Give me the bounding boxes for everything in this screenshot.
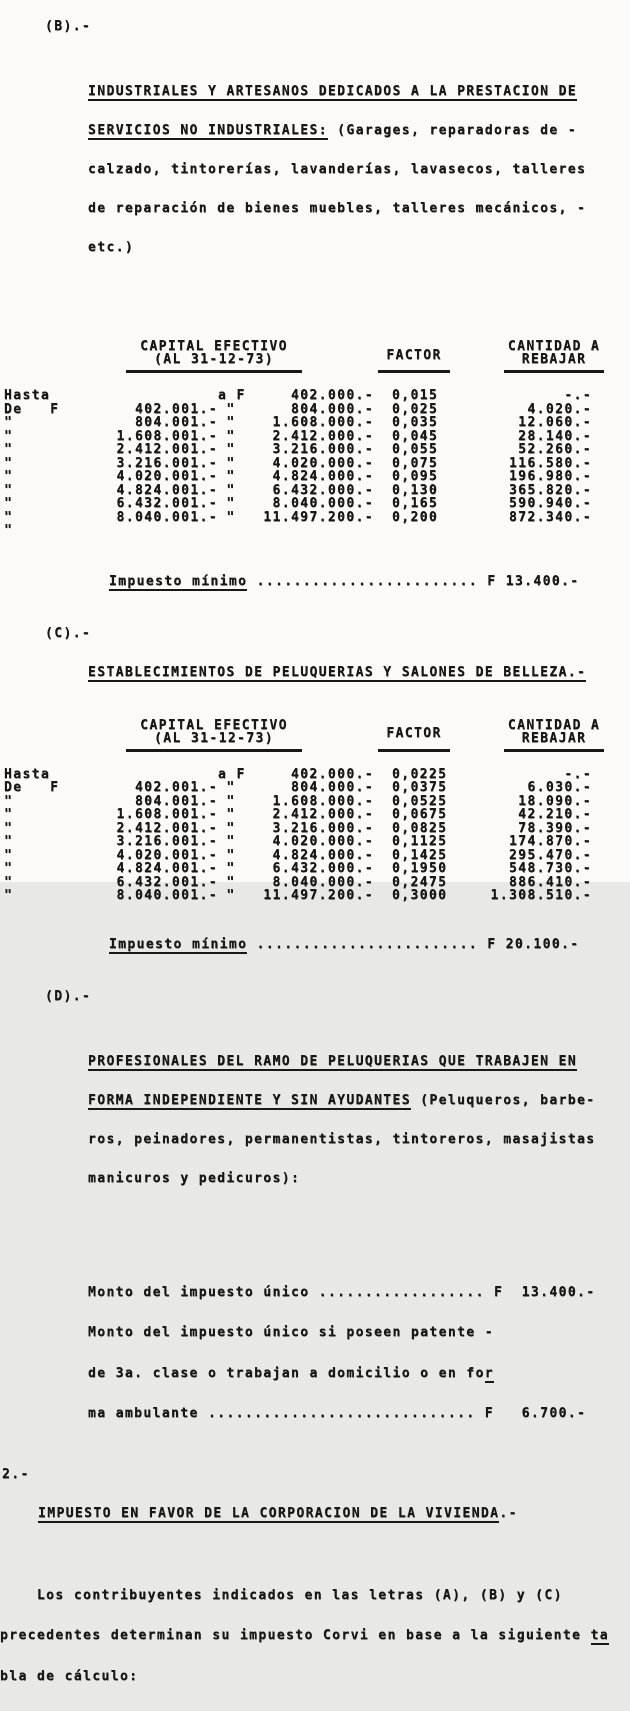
table-b-min-tax-line: [72, 562, 630, 601]
row-factor: 0,2475: [392, 874, 448, 890]
row-ditto-mark: ": [226, 807, 236, 822]
row-amount-rebajar: 4.020.-: [527, 401, 592, 417]
row-ditto-mark: ": [226, 861, 236, 876]
row-lower-bound: 4.824.001.-: [116, 482, 218, 498]
row-amount-rebajar: 872.340.-: [508, 509, 592, 525]
row-range-label: ": [4, 807, 14, 822]
section-d-heading: [0, 990, 630, 1237]
paragraph-line2: precedentes determinan su impuesto Corvi en base a la siguiente ta: [0, 1628, 609, 1643]
closing-paragraph: [0, 1562, 630, 1711]
row-upper-bound: 402.000.-: [290, 388, 374, 403]
row-lower-bound: 2.412.001.-: [116, 442, 218, 457]
section-b-text: [88, 59, 630, 280]
row-lower-bound: 6.432.001.-: [116, 496, 218, 511]
row-upper-bound: 4.020.000.-: [272, 455, 374, 471]
section-d-text: [88, 1029, 630, 1211]
row-ditto-mark: ": [226, 482, 236, 498]
monto-line1: Monto del impuesto único .................. F 13.400.-: [88, 1284, 596, 1300]
table-b-header-capital: CAPITAL EFECTIVO (AL 31-12-73): [126, 340, 302, 373]
row-factor: 0,045: [392, 428, 439, 444]
table-b-header-factor: FACTOR: [378, 340, 450, 373]
table-row: [0, 889, 630, 903]
table-row: [0, 822, 630, 836]
min-tax-amount: ........................ F 20.100.-: [247, 936, 580, 952]
row-upper-bound: 11.497.200.-: [263, 888, 374, 903]
section-c-heading: [0, 627, 630, 705]
row-ditto-mark: ": [226, 442, 236, 457]
table-row: [0, 876, 630, 890]
section-d-title-line2: FORMA INDEPENDIENTE Y SIN AYUDANTES (Peluqueros, barbe-: [88, 1092, 596, 1108]
row-amount-rebajar: 42.210.-: [518, 807, 592, 822]
row-factor: 0,055: [392, 442, 439, 457]
row-factor: 0,1125: [392, 834, 448, 849]
row-amount-rebajar: 174.870.-: [508, 834, 592, 849]
table-row: [0, 389, 630, 403]
row-range-label: ": [4, 455, 14, 471]
row-lower-bound: 804.001.-: [134, 415, 218, 430]
row-lower-bound: 402.001.-: [134, 401, 218, 417]
row-range-label: ": [4, 428, 14, 444]
table-row: [0, 862, 630, 876]
row-amount-rebajar: 78.390.-: [518, 820, 592, 836]
row-amount-rebajar: 365.820.-: [508, 482, 592, 498]
row-upper-bound: 4.824.000.-: [272, 847, 374, 863]
row-amount-rebajar: 196.980.-: [508, 469, 592, 484]
row-factor: 0,0825: [392, 820, 448, 836]
row-lower-bound: 8.040.001.-: [116, 888, 218, 903]
row-range-label: ": [4, 509, 14, 525]
row-factor: 0,025: [392, 401, 439, 417]
row-factor: [374, 524, 452, 538]
table-row: [0, 403, 630, 417]
row-ditto-mark: ": [226, 820, 236, 836]
row-range-label: ": [4, 861, 14, 876]
table-c-header-capital: CAPITAL EFECTIVO (AL 31-12-73): [126, 719, 302, 752]
row-amount-rebajar: 18.090.-: [518, 793, 592, 809]
row-upper-bound: 402.000.-: [290, 766, 374, 782]
row-amount-rebajar: 886.410.-: [508, 874, 592, 890]
row-amount-rebajar: 52.260.-: [518, 442, 592, 457]
row-amount-rebajar: 295.470.-: [508, 847, 592, 863]
row-upper-bound: 3.216.000.-: [272, 442, 374, 457]
min-tax-amount: ........................ F 13.400.-: [247, 573, 580, 589]
table-c-header: [0, 719, 630, 755]
monto-line4: ma ambulante ............................. F 6.700.-: [88, 1406, 587, 1421]
min-tax-label: Impuesto mínimo: [108, 573, 248, 589]
row-upper-bound: 6.432.000.-: [272, 861, 374, 876]
row-lower-bound: 1.608.001.-: [116, 807, 218, 822]
table-b-header-cantidad: CANTIDAD A REBAJAR: [504, 340, 604, 373]
row-upper-bound: 4.824.000.-: [272, 469, 374, 484]
table-row: [0, 524, 630, 538]
row-amount-rebajar: 12.060.-: [518, 415, 592, 430]
row-factor: 0,200: [392, 509, 439, 525]
table-row: [0, 484, 630, 498]
row-ditto-mark: ": [226, 834, 236, 849]
section-d-title-line1: PROFESIONALES DEL RAMO DE PELUQUERIAS QUE TRABAJEN EN: [88, 1053, 578, 1069]
section-b-body-line1: calzado, tintorerías, lavanderías, lavasecos, talleres: [88, 162, 587, 177]
table-row: [0, 457, 630, 471]
row-upper-bound: [244, 524, 374, 538]
section-b-heading: [0, 20, 630, 306]
row-amount-rebajar: 116.580.-: [508, 455, 592, 471]
row-lower-bound: 3.216.001.-: [116, 834, 218, 849]
row-amount-rebajar: 6.030.-: [527, 780, 592, 795]
row-factor: 0,0525: [392, 793, 448, 809]
row-range-label: ": [4, 793, 14, 809]
table-c-body: [0, 768, 630, 903]
row-upper-bound: 2.412.000.-: [272, 428, 374, 444]
row-amount-rebajar: 1.308.510.-: [490, 888, 592, 903]
table-row: [0, 849, 630, 863]
row-lower-bound: 804.001.-: [134, 793, 218, 809]
section-d-label: (D).-: [45, 988, 92, 1004]
row-ditto-mark: ": [226, 415, 236, 430]
table-row: [0, 808, 630, 822]
row-lower-bound: 4.020.001.-: [116, 847, 218, 863]
row-ditto-mark: ": [226, 469, 236, 484]
section-2-label: 2.-: [2, 1466, 30, 1482]
table-b-header: [0, 340, 630, 376]
table-row: [0, 768, 630, 782]
row-lower-bound: 6.432.001.-: [116, 874, 218, 890]
min-tax-label: Impuesto mínimo: [108, 936, 248, 952]
row-range-label: Hasta: [4, 388, 51, 403]
row-range-label: ": [4, 482, 14, 498]
row-range-label: ": [4, 847, 14, 863]
row-range-label: ": [4, 496, 14, 511]
table-row: [0, 443, 630, 457]
table-row: [0, 430, 630, 444]
section-c-label: (C).-: [45, 625, 92, 641]
row-factor: 0,0375: [392, 780, 448, 795]
table-row: [0, 416, 630, 430]
row-factor: 0,3000: [392, 888, 448, 903]
row-range-label: ": [4, 469, 14, 484]
row-range-label: ": [4, 523, 14, 538]
row-amount-rebajar: 548.730.-: [508, 861, 592, 876]
row-ditto-mark: ": [226, 496, 236, 511]
table-c-header-factor: FACTOR: [378, 719, 450, 752]
row-ditto-mark: ": [226, 847, 236, 863]
paragraph-line3: bla de cálculo:: [0, 1668, 139, 1684]
row-factor: 0,0675: [392, 807, 448, 822]
row-lower-bound: 4.824.001.-: [116, 861, 218, 876]
row-ditto-mark: a F: [218, 388, 246, 403]
row-lower-bound: 4.020.001.-: [116, 469, 218, 484]
section-2-title: IMPUESTO EN FAVOR DE LA CORPORACION DE LA VIVIENDA.-: [38, 1505, 518, 1521]
section-2-heading: [0, 1468, 630, 1546]
section-b-body-line2: de reparación de bienes muebles, talleres mecánicos, -: [88, 201, 587, 216]
row-ditto-mark: ": [226, 401, 236, 417]
section-d-body-line1: ros, peinadores, permanentistas, tintoreros, masajistas: [88, 1131, 596, 1147]
table-row: [0, 781, 630, 795]
section-b-body-line3: etc.): [88, 240, 135, 255]
row-upper-bound: 804.000.-: [290, 401, 374, 417]
row-ditto-mark: ": [226, 455, 236, 471]
table-row: [0, 511, 630, 525]
row-factor: 0,1950: [392, 861, 448, 876]
row-range-label: ": [4, 888, 14, 903]
monto-block: [0, 1259, 630, 1448]
monto-line3: de 3a. clase o trabajan a domicilio o en for: [88, 1365, 494, 1381]
section-b-title-line1: INDUSTRIALES Y ARTESANOS DEDICADOS A LA PRESTACION DE: [88, 84, 578, 99]
row-factor: 0,130: [392, 482, 439, 498]
row-upper-bound: 2.412.000.-: [272, 807, 374, 822]
row-lower-bound: [48, 768, 218, 782]
row-lower-bound: [48, 389, 218, 403]
row-upper-bound: 804.000.-: [290, 780, 374, 795]
row-ditto-mark: ": [226, 428, 236, 444]
row-ditto-mark: a F: [218, 766, 246, 782]
row-upper-bound: 6.432.000.-: [272, 482, 374, 498]
row-ditto-mark: ": [226, 874, 236, 890]
row-amount-rebajar: -.-: [564, 388, 592, 403]
row-upper-bound: 1.608.000.-: [272, 793, 374, 809]
row-lower-bound: 3.216.001.-: [116, 455, 218, 471]
table-row: [0, 497, 630, 511]
row-factor: 0,075: [392, 455, 439, 471]
row-ditto-mark: ": [226, 509, 236, 525]
row-lower-bound: 402.001.-: [134, 780, 218, 795]
row-factor: 0,165: [392, 496, 439, 511]
row-factor: 0,0225: [392, 766, 448, 782]
monto-line2: Monto del impuesto único si poseen patente -: [88, 1325, 494, 1340]
row-upper-bound: 3.216.000.-: [272, 820, 374, 836]
section-d-body-line2: manicuros y pedicuros):: [88, 1170, 301, 1186]
row-amount-rebajar: -.-: [564, 766, 592, 782]
row-upper-bound: 4.020.000.-: [272, 834, 374, 849]
table-row: [0, 795, 630, 809]
row-ditto-mark: [218, 524, 244, 538]
row-range-label: ": [4, 415, 14, 430]
table-row: [0, 470, 630, 484]
table-row: [0, 835, 630, 849]
row-range-label: De F: [4, 780, 60, 795]
row-upper-bound: 8.040.000.-: [272, 496, 374, 511]
row-upper-bound: 8.040.000.-: [272, 874, 374, 890]
row-lower-bound: 1.608.001.-: [116, 428, 218, 444]
row-factor: 0,015: [392, 388, 439, 403]
row-ditto-mark: ": [226, 780, 236, 795]
section-b-title-line2: SERVICIOS NO INDUSTRIALES: (Garages, reparadoras de -: [88, 123, 578, 138]
row-lower-bound: 8.040.001.-: [116, 509, 218, 525]
section-c-title: ESTABLECIMIENTOS DE PELUQUERIAS Y SALONES DE BELLEZA.-: [88, 664, 587, 680]
row-range-label: ": [4, 874, 14, 890]
row-lower-bound: [48, 524, 218, 538]
table-b-body: [0, 389, 630, 538]
row-ditto-mark: ": [226, 793, 236, 809]
row-factor: 0,095: [392, 469, 439, 484]
paragraph-line1: Los contribuyentes indicados en las letras (A), (B) y (C): [0, 1587, 563, 1603]
row-upper-bound: 11.497.200.-: [263, 509, 374, 525]
row-amount-rebajar: [452, 524, 592, 538]
table-c-header-cantidad: CANTIDAD A REBAJAR: [504, 719, 604, 752]
row-range-label: Hasta: [4, 766, 51, 782]
row-range-label: ": [4, 834, 14, 849]
table-c-min-tax-line: [72, 925, 630, 964]
row-amount-rebajar: 590.940.-: [508, 496, 592, 511]
row-upper-bound: 1.608.000.-: [272, 415, 374, 430]
row-range-label: ": [4, 820, 14, 836]
row-lower-bound: 2.412.001.-: [116, 820, 218, 836]
row-range-label: ": [4, 442, 14, 457]
row-ditto-mark: ": [226, 888, 236, 903]
row-range-label: De F: [4, 401, 60, 417]
row-factor: 0,035: [392, 415, 439, 430]
row-factor: 0,1425: [392, 847, 448, 863]
row-amount-rebajar: 28.140.-: [518, 428, 592, 444]
section-b-label: (B).-: [45, 19, 92, 34]
